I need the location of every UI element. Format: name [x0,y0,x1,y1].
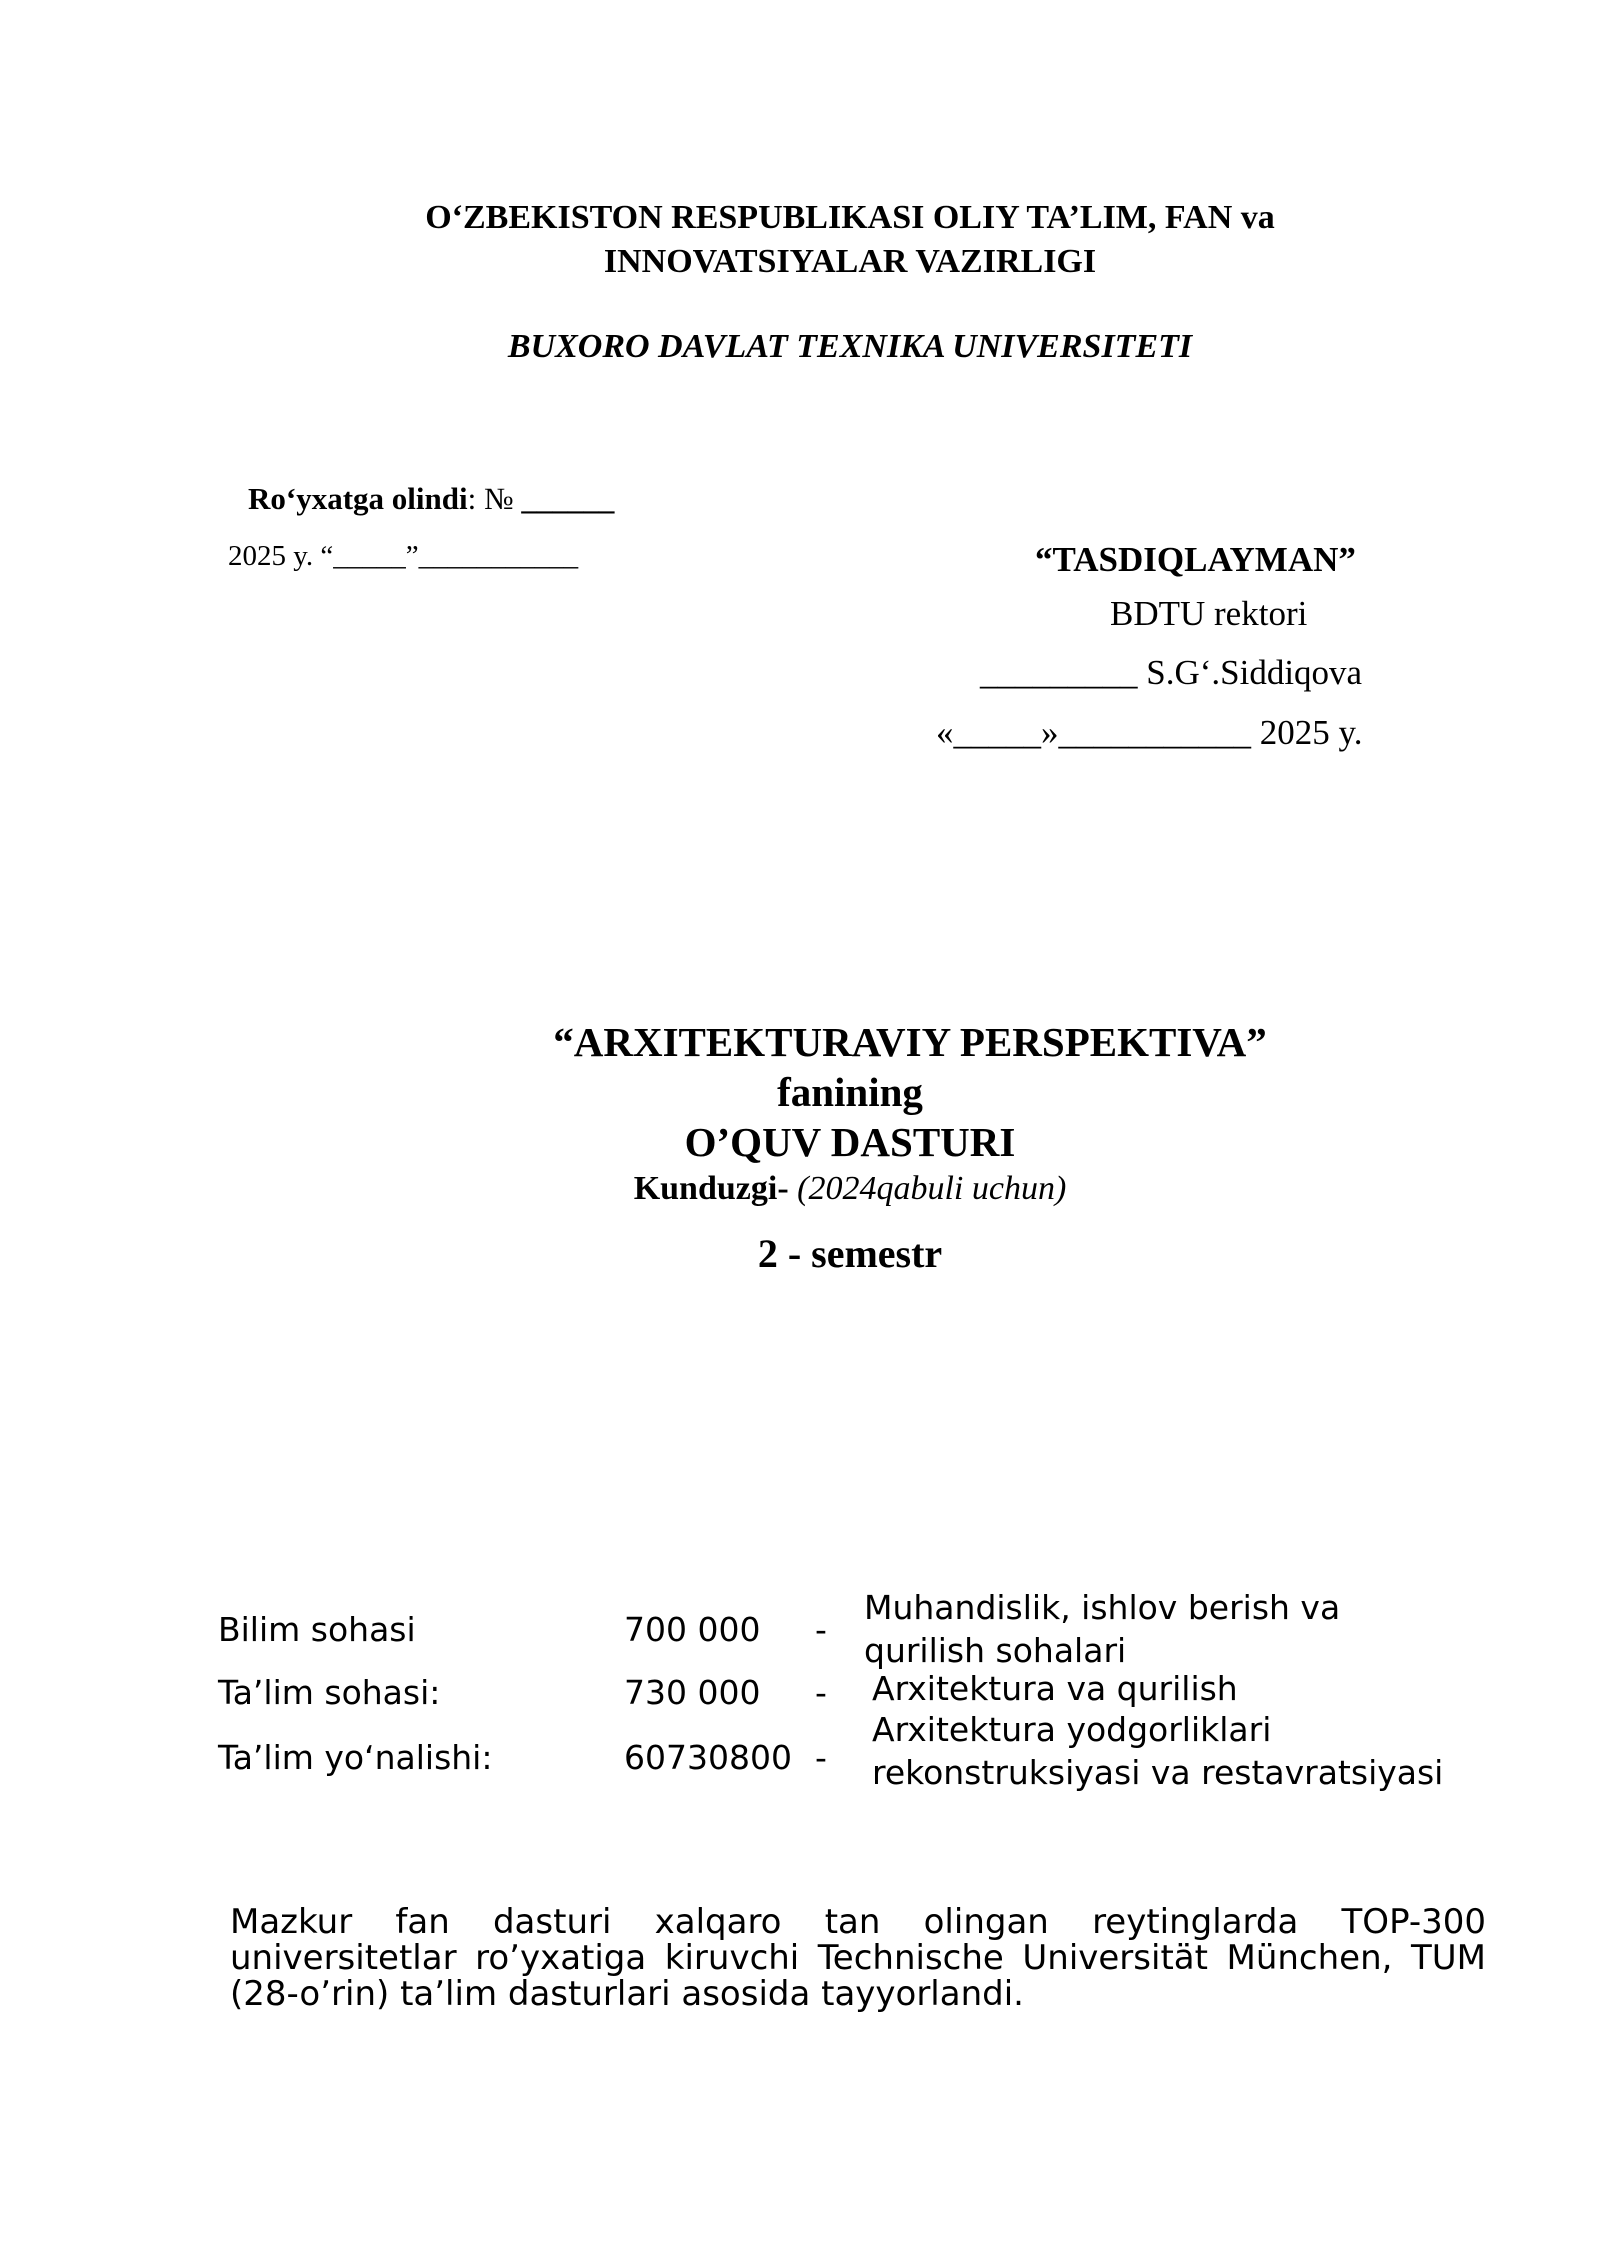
program-title: O’QUV DASTURI [684,1119,1016,1165]
info-code-talim-sohasi: 730 000 [624,1673,761,1712]
approval-signature-line: _________ S.G‘.Siddiqova [980,653,1363,692]
subject-fanining: fanining [777,1069,923,1115]
subject-title [200,1018,1500,1066]
info-dash-talim-sohasi: - [815,1673,827,1712]
registration-date: 2025 y. “_____”___________ [228,540,579,572]
study-mode-note: (2024qabuli uchun) [797,1170,1067,1207]
info-value-talim-sohasi: Arxitektura va qurilish [872,1669,1238,1708]
footer-paragraph: Mazkur fan dasturi xalqaro tan olingan reytinglarda TOP-300 universitetlar ro’yxatiga kiruvchi Technische Universität München, TUM (28-o’rin) ta’lim dasturlari asosida tayyorlandi. [230,1902,1486,2014]
approval-title: “TASDIQLAYMAN” [1035,540,1356,579]
info-label-talim-yonalishi: Ta’lim yo‘nalishi: [218,1738,493,1777]
info-code-talim-yonalishi: 60730800 [624,1738,792,1777]
info-value-talim-yonalishi-line2: rekonstruksiyasi va restavratsiyasi [872,1753,1444,1792]
info-label-talim-sohasi: Ta’lim sohasi: [218,1673,441,1712]
approval-role: BDTU rektori [1110,594,1308,633]
ministry-line-2: INNOVATSIYALAR VAZIRLIGI [603,243,1097,280]
info-code-bilim: 700 000 [624,1610,761,1649]
semester-label: 2 - semestr [757,1231,943,1276]
info-dash-talim-yonalishi: - [815,1738,827,1777]
info-label-bilim: Bilim sohasi [218,1610,416,1649]
registration-label: Ro‘yxatga olindi [248,481,468,516]
study-mode-label: Kunduzgi- [633,1170,789,1207]
info-value-bilim-line2: qurilish sohalari [864,1631,1127,1670]
info-value-talim-yonalishi-line1: Arxitektura yodgorliklari [872,1710,1272,1749]
registration-line [248,481,614,517]
university-name: BUXORO DAVLAT TEXNIKA UNIVERSITETI [507,328,1193,365]
registration-number-prefix: : № [467,481,514,516]
info-dash-bilim: - [815,1610,827,1649]
ministry-header [200,196,1500,284]
info-value-talim-yonalishi [872,1708,1443,1794]
info-value-bilim-line1: Muhandislik, ishlov berish va [864,1588,1341,1627]
subject-title-text: “ARXITEKTURAVIY PERSPEKTIVA” [553,1019,1267,1065]
study-mode-line [200,1170,1500,1208]
info-value-bilim [864,1586,1340,1672]
ministry-line-1: O‘ZBEKISTON RESPUBLIKASI OLIY TA’LIM, FAN va [425,199,1275,236]
approval-date-line: «_____»___________ 2025 y. [936,713,1363,752]
registration-number-blank: ______ [521,481,615,516]
